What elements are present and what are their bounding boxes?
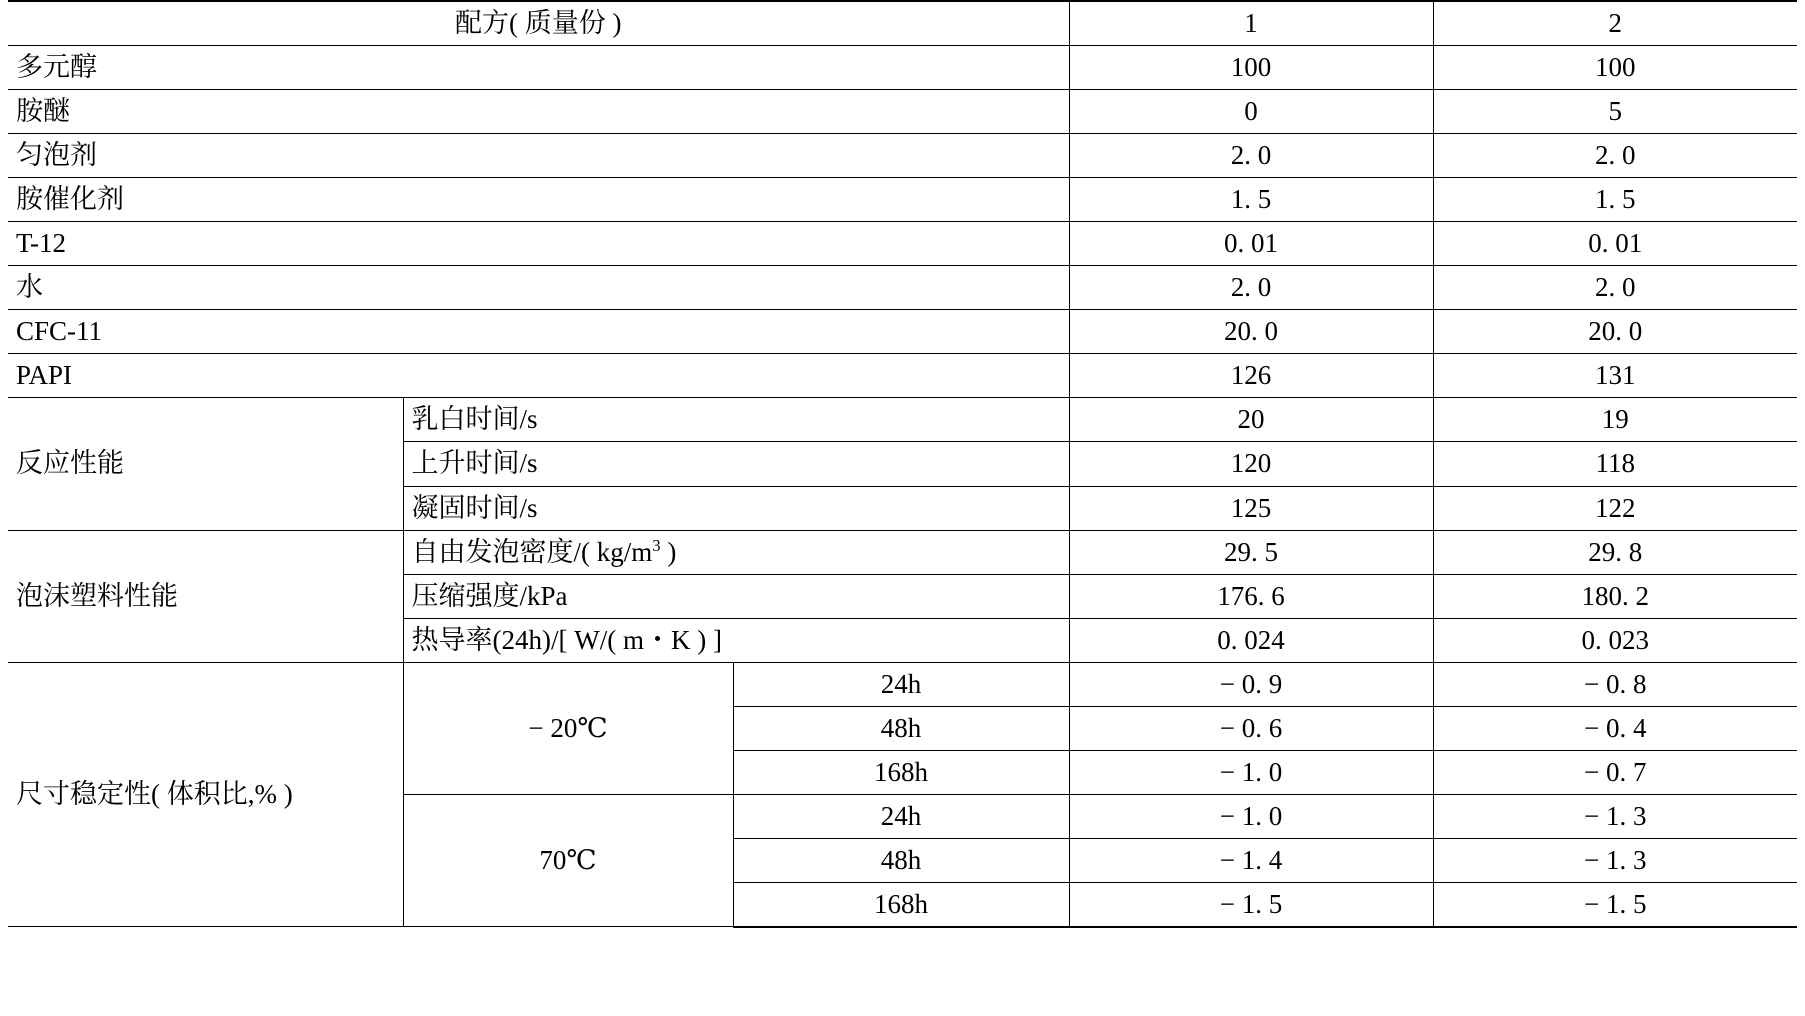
row-label: 多元醇	[8, 46, 1069, 90]
row-label: CFC-11	[8, 310, 1069, 354]
table-row	[8, 662, 1797, 706]
sub-label: 乳白时间/s	[403, 398, 1069, 442]
row-value-2: 122	[1433, 486, 1797, 530]
row-value-1: 1. 5	[1069, 178, 1433, 222]
sub-label: 压缩强度/kPa	[403, 574, 1069, 618]
row-value-2: − 1. 3	[1433, 838, 1797, 882]
table-header-row	[8, 1, 1797, 46]
row-value-2: − 1. 5	[1433, 882, 1797, 927]
sub-label	[403, 530, 1069, 574]
row-value-2: 0. 01	[1433, 222, 1797, 266]
sub-label-text-post: )	[660, 536, 677, 567]
table-row	[8, 178, 1797, 222]
row-label: 胺催化剂	[8, 178, 1069, 222]
row-value-2: 131	[1433, 354, 1797, 398]
row-value-1: 2. 0	[1069, 134, 1433, 178]
row-value-2: 2. 0	[1433, 266, 1797, 310]
row-value-1: 2. 0	[1069, 266, 1433, 310]
formulation-results-table	[8, 0, 1797, 928]
row-label: 匀泡剂	[8, 134, 1069, 178]
row-value-1: 29. 5	[1069, 530, 1433, 574]
duration-label: 24h	[733, 662, 1069, 706]
row-value-2: 19	[1433, 398, 1797, 442]
row-value-1: 0	[1069, 90, 1433, 134]
row-value-1: − 1. 0	[1069, 750, 1433, 794]
row-value-2: 100	[1433, 46, 1797, 90]
header-col-2: 2	[1433, 1, 1797, 46]
group-label-reaction: 反应性能	[8, 398, 403, 530]
row-label: 水	[8, 266, 1069, 310]
row-value-1: 0. 024	[1069, 618, 1433, 662]
row-value-1: 0. 01	[1069, 222, 1433, 266]
group-label-foam: 泡沫塑料性能	[8, 530, 403, 662]
table-row	[8, 354, 1797, 398]
table-row	[8, 134, 1797, 178]
row-value-1: − 1. 4	[1069, 838, 1433, 882]
table-row	[8, 530, 1797, 574]
row-value-1: 20. 0	[1069, 310, 1433, 354]
row-value-2: 2. 0	[1433, 134, 1797, 178]
sub-label-superscript: 3	[652, 535, 661, 555]
duration-label: 48h	[733, 838, 1069, 882]
duration-label: 168h	[733, 882, 1069, 927]
row-value-2: 5	[1433, 90, 1797, 134]
group-label-stability: 尺寸稳定性( 体积比,% )	[8, 662, 403, 927]
table-row	[8, 222, 1797, 266]
row-value-1: 20	[1069, 398, 1433, 442]
row-value-2: 29. 8	[1433, 530, 1797, 574]
table-row	[8, 266, 1797, 310]
header-formula-title: 配方( 质量份 )	[8, 1, 1069, 46]
duration-label: 168h	[733, 750, 1069, 794]
row-value-1: − 1. 5	[1069, 882, 1433, 927]
row-value-2: 0. 023	[1433, 618, 1797, 662]
row-value-1: 126	[1069, 354, 1433, 398]
row-value-1: 120	[1069, 442, 1433, 486]
row-label: PAPI	[8, 354, 1069, 398]
row-value-1: − 1. 0	[1069, 794, 1433, 838]
row-value-1: 100	[1069, 46, 1433, 90]
sub-label: 上升时间/s	[403, 442, 1069, 486]
row-label: T-12	[8, 222, 1069, 266]
condition-label-low-temp: − 20℃	[403, 662, 733, 794]
row-value-2: 20. 0	[1433, 310, 1797, 354]
row-value-2: 180. 2	[1433, 574, 1797, 618]
sub-label: 凝固时间/s	[403, 486, 1069, 530]
row-label: 胺醚	[8, 90, 1069, 134]
duration-label: 24h	[733, 794, 1069, 838]
condition-label-high-temp: 70℃	[403, 794, 733, 927]
sub-label: 热导率(24h)/[ W/( m・K ) ]	[403, 618, 1069, 662]
table-row	[8, 310, 1797, 354]
table-row	[8, 90, 1797, 134]
table-row	[8, 398, 1797, 442]
header-col-1: 1	[1069, 1, 1433, 46]
row-value-2: − 1. 3	[1433, 794, 1797, 838]
duration-label: 48h	[733, 706, 1069, 750]
row-value-2: − 0. 8	[1433, 662, 1797, 706]
table-row	[8, 46, 1797, 90]
row-value-2: − 0. 7	[1433, 750, 1797, 794]
row-value-2: 1. 5	[1433, 178, 1797, 222]
row-value-1: − 0. 9	[1069, 662, 1433, 706]
sub-label-text-pre: 自由发泡密度/( kg/m	[411, 536, 653, 567]
row-value-1: − 0. 6	[1069, 706, 1433, 750]
row-value-1: 176. 6	[1069, 574, 1433, 618]
row-value-1: 125	[1069, 486, 1433, 530]
row-value-2: − 0. 4	[1433, 706, 1797, 750]
row-value-2: 118	[1433, 442, 1797, 486]
